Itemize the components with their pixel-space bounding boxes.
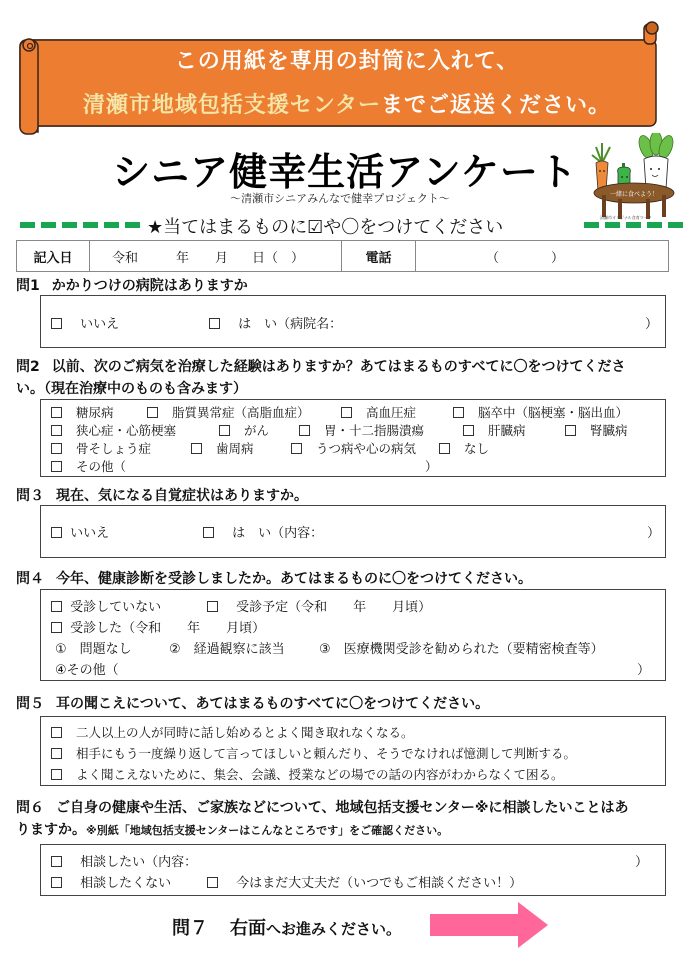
option-label: 受診予定（令和 年 月頃） [236, 600, 432, 615]
checkbox-icon[interactable] [51, 769, 62, 780]
q4-result-1[interactable]: ① 問題なし [55, 642, 132, 657]
mascot-sign-text: 一緒に食べよう！ [609, 191, 659, 198]
q2-option[interactable] [565, 421, 628, 439]
question-note: ※別紙「地域包括支援センターはこんなところです」をご確認ください。 [86, 824, 449, 837]
option-label: がん [244, 423, 270, 438]
checkbox-icon[interactable] [453, 407, 464, 418]
checkbox-icon[interactable] [51, 461, 62, 472]
q2-option[interactable] [51, 403, 114, 421]
question-3-answer-box [40, 505, 666, 558]
question-text: 以前、次のご病気を治療した経験はありますか？あてはまるものすべてに〇をつけてくださ [51, 359, 626, 375]
option-label: よく聞こえないために、集会、会議、授業などの場での話の内容がわからなくて困る。 [76, 767, 564, 782]
option-label: 今はまだ大丈夫だ（いつでもご相談ください！） [236, 876, 523, 891]
instruction-row [16, 213, 676, 237]
question-number: 問2 [16, 359, 40, 375]
checkbox-icon[interactable] [51, 622, 62, 633]
green-dash-divider-left [20, 222, 140, 228]
q6-option-consult[interactable] [51, 851, 197, 870]
q5-option[interactable] [51, 744, 576, 762]
option-label: 胃・十二指腸潰瘍 [324, 423, 425, 438]
checkbox-icon[interactable] [299, 425, 310, 436]
right-arrow-icon [430, 902, 548, 948]
vegetable-mascot-illustration [588, 133, 684, 223]
option-label: うつ病や心の病気 [316, 441, 417, 456]
q5-option[interactable] [51, 723, 414, 741]
checkbox-icon[interactable] [191, 443, 202, 454]
checkbox-icon[interactable] [147, 407, 158, 418]
option-label: 受診していない [70, 600, 162, 615]
checkbox-icon[interactable] [463, 425, 474, 436]
q4-option-not-taken[interactable] [51, 596, 161, 615]
q2-option-other[interactable] [51, 457, 126, 475]
q2-option[interactable] [299, 421, 424, 439]
date-day-label: 日（ ） [252, 250, 305, 266]
option-label: 高血圧症 [366, 405, 417, 420]
page-title: シニア健幸生活アンケート [112, 150, 578, 194]
option-label: 受診した（令和 年 月頃） [70, 621, 266, 636]
consult-field-close: ） [635, 855, 649, 870]
option-label: 狭心症・心筋梗塞 [76, 423, 177, 438]
question-text: りますか。 [16, 822, 86, 838]
question-4-answer-box [40, 589, 666, 681]
checkbox-icon[interactable] [341, 407, 352, 418]
checkbox-icon[interactable] [291, 443, 302, 454]
question-1-answer-box [40, 295, 666, 348]
question-6-label [16, 797, 629, 817]
q2-option[interactable] [439, 439, 489, 457]
banner-rest-text: までご返送ください。 [381, 93, 612, 118]
q4-result-3[interactable]: ③ 医療機関受診を勧められた（要精密検査等） [319, 642, 604, 657]
option-label: は い（病院名： [238, 317, 343, 332]
q2-option[interactable] [191, 439, 254, 457]
question-2-answer-box [40, 399, 666, 477]
question-2-label [16, 356, 625, 376]
banner-line-1: この用紙を専用の封筒に入れて、 [174, 49, 520, 74]
q4-result-other[interactable]: ④その他（ [55, 663, 119, 678]
checkbox-icon[interactable] [207, 877, 218, 888]
q4-result-2[interactable]: ② 経過観察に該当 [169, 642, 285, 657]
checkbox-icon[interactable] [209, 318, 220, 329]
q2-option[interactable] [51, 439, 151, 457]
q6-option-later[interactable] [207, 872, 522, 891]
checkbox-icon[interactable] [219, 425, 230, 436]
question-number: 問３ [16, 488, 44, 504]
option-label: は い（内容： [232, 526, 324, 541]
checkbox-icon[interactable] [51, 407, 62, 418]
question-6-answer-box [40, 844, 666, 896]
option-label: 糖尿病 [76, 405, 114, 420]
question-text: 現在、気になる自覚症状はありますか。 [56, 488, 308, 504]
question-number: 問1 [16, 278, 40, 294]
q2-option[interactable] [453, 403, 628, 421]
phone-label: 電話 [342, 241, 416, 271]
date-year-label: 年 [176, 250, 190, 266]
question-text: ご自身の健康や生活、ご家族などについて、地域包括支援センター※に相談したいことはあ [56, 800, 629, 816]
question-5-answer-box [40, 716, 666, 786]
checkbox-icon[interactable] [439, 443, 450, 454]
q1-option-no[interactable] [51, 313, 119, 332]
question-text: 耳の聞こえについて、あてはまるものすべてに〇をつけてください。 [56, 696, 490, 712]
q6-option-no-consult[interactable] [51, 872, 171, 891]
option-label: いいえ [80, 317, 120, 332]
right-side-label: 右面 [230, 918, 266, 939]
option-label: 相手にもう一度繰り返して言ってほしいと頼んだり、そうでなければ憶測して判断する。 [76, 746, 577, 761]
next-page-text: へお進みください。 [266, 920, 402, 938]
question-number: 問５ [16, 696, 44, 712]
q1-option-yes[interactable] [209, 313, 342, 332]
q2-option[interactable] [291, 439, 416, 457]
q2-option[interactable] [341, 403, 416, 421]
checkbox-icon[interactable] [51, 318, 62, 329]
checkbox-icon[interactable] [203, 527, 214, 538]
q2-option[interactable] [147, 403, 310, 421]
q4-option-taken[interactable] [51, 617, 265, 636]
question-6-label-line2 [16, 819, 448, 839]
date-field[interactable] [90, 241, 342, 271]
q3-option-yes[interactable] [203, 522, 323, 541]
entry-info-table [16, 240, 669, 272]
checkbox-icon[interactable] [51, 877, 62, 888]
option-label: 腎臓病 [590, 423, 628, 438]
checkbox-icon[interactable] [51, 527, 62, 538]
banner-highlight-text: 清瀬市地域包括支援センター [82, 93, 382, 118]
option-label: なし [464, 441, 490, 456]
banner [14, 18, 670, 136]
banner-line-2 [44, 88, 650, 119]
checkbox-icon[interactable] [51, 425, 62, 436]
question-7-label: 問７ [172, 918, 208, 939]
question-number: 問４ [16, 571, 44, 587]
option-label: その他（ [76, 459, 127, 474]
option-label: 肝臓病 [488, 423, 526, 438]
date-label: 記入日 [17, 241, 90, 271]
option-label: 相談したくない [80, 876, 172, 891]
question-1-label [16, 275, 248, 295]
question-3-label [16, 485, 308, 505]
checkbox-icon[interactable] [51, 727, 62, 738]
question-text: かかりつけの病院はありますか [51, 278, 248, 294]
q3-option-no[interactable] [51, 522, 109, 541]
question-number: 問６ [16, 800, 44, 816]
other-field-close: ） [425, 459, 438, 474]
checkbox-icon[interactable] [565, 425, 576, 436]
phone-field[interactable]: （ ） [486, 250, 565, 266]
page-subtitle: ～清瀬市シニアみんなで健幸プロジェクト～ [230, 192, 450, 205]
mascot-caption: 清瀬市オリジナル食育マーク [600, 215, 652, 220]
checkbox-icon[interactable] [51, 748, 62, 759]
next-page-instruction [172, 914, 401, 940]
option-label: 二人以上の人が同時に話し始めるとよく聞き取れなくなる。 [76, 725, 414, 740]
question-text: 今年、健康診断を受診しましたか。あてはまるものに〇をつけてください。 [56, 571, 532, 587]
question-4-label [16, 568, 532, 588]
option-label: 脳卒中（脳梗塞・脳出血） [478, 405, 629, 420]
q5-option[interactable] [51, 765, 564, 783]
hospital-name-field-close: ） [645, 317, 659, 332]
date-era: 令和 [112, 250, 139, 266]
other-field-close: ） [637, 663, 651, 678]
question-5-label [16, 693, 489, 713]
q2-option[interactable] [51, 421, 176, 439]
symptom-field-close: ） [647, 526, 661, 541]
checkbox-icon[interactable] [51, 856, 62, 867]
option-label: 歯周病 [216, 441, 254, 456]
q2-option[interactable] [463, 421, 526, 439]
green-dash-divider-right [584, 222, 683, 228]
option-label: 相談したい（内容： [80, 855, 198, 870]
checkbox-icon[interactable] [51, 601, 62, 612]
option-label: 脂質異常症（高脂血症） [172, 405, 310, 420]
q2-option[interactable] [219, 421, 269, 439]
option-label: 骨そしょう症 [76, 441, 152, 456]
option-label: いいえ [70, 526, 110, 541]
checkbox-icon[interactable] [51, 443, 62, 454]
question-2-label-line2: い。（現在治療中のものも含みます） [16, 381, 247, 397]
instruction-text: ★当てはまるものに☑や〇をつけてください [147, 217, 504, 238]
q4-option-planned[interactable] [207, 596, 431, 615]
checkbox-icon[interactable] [207, 601, 218, 612]
date-month-label: 月 [215, 250, 229, 266]
